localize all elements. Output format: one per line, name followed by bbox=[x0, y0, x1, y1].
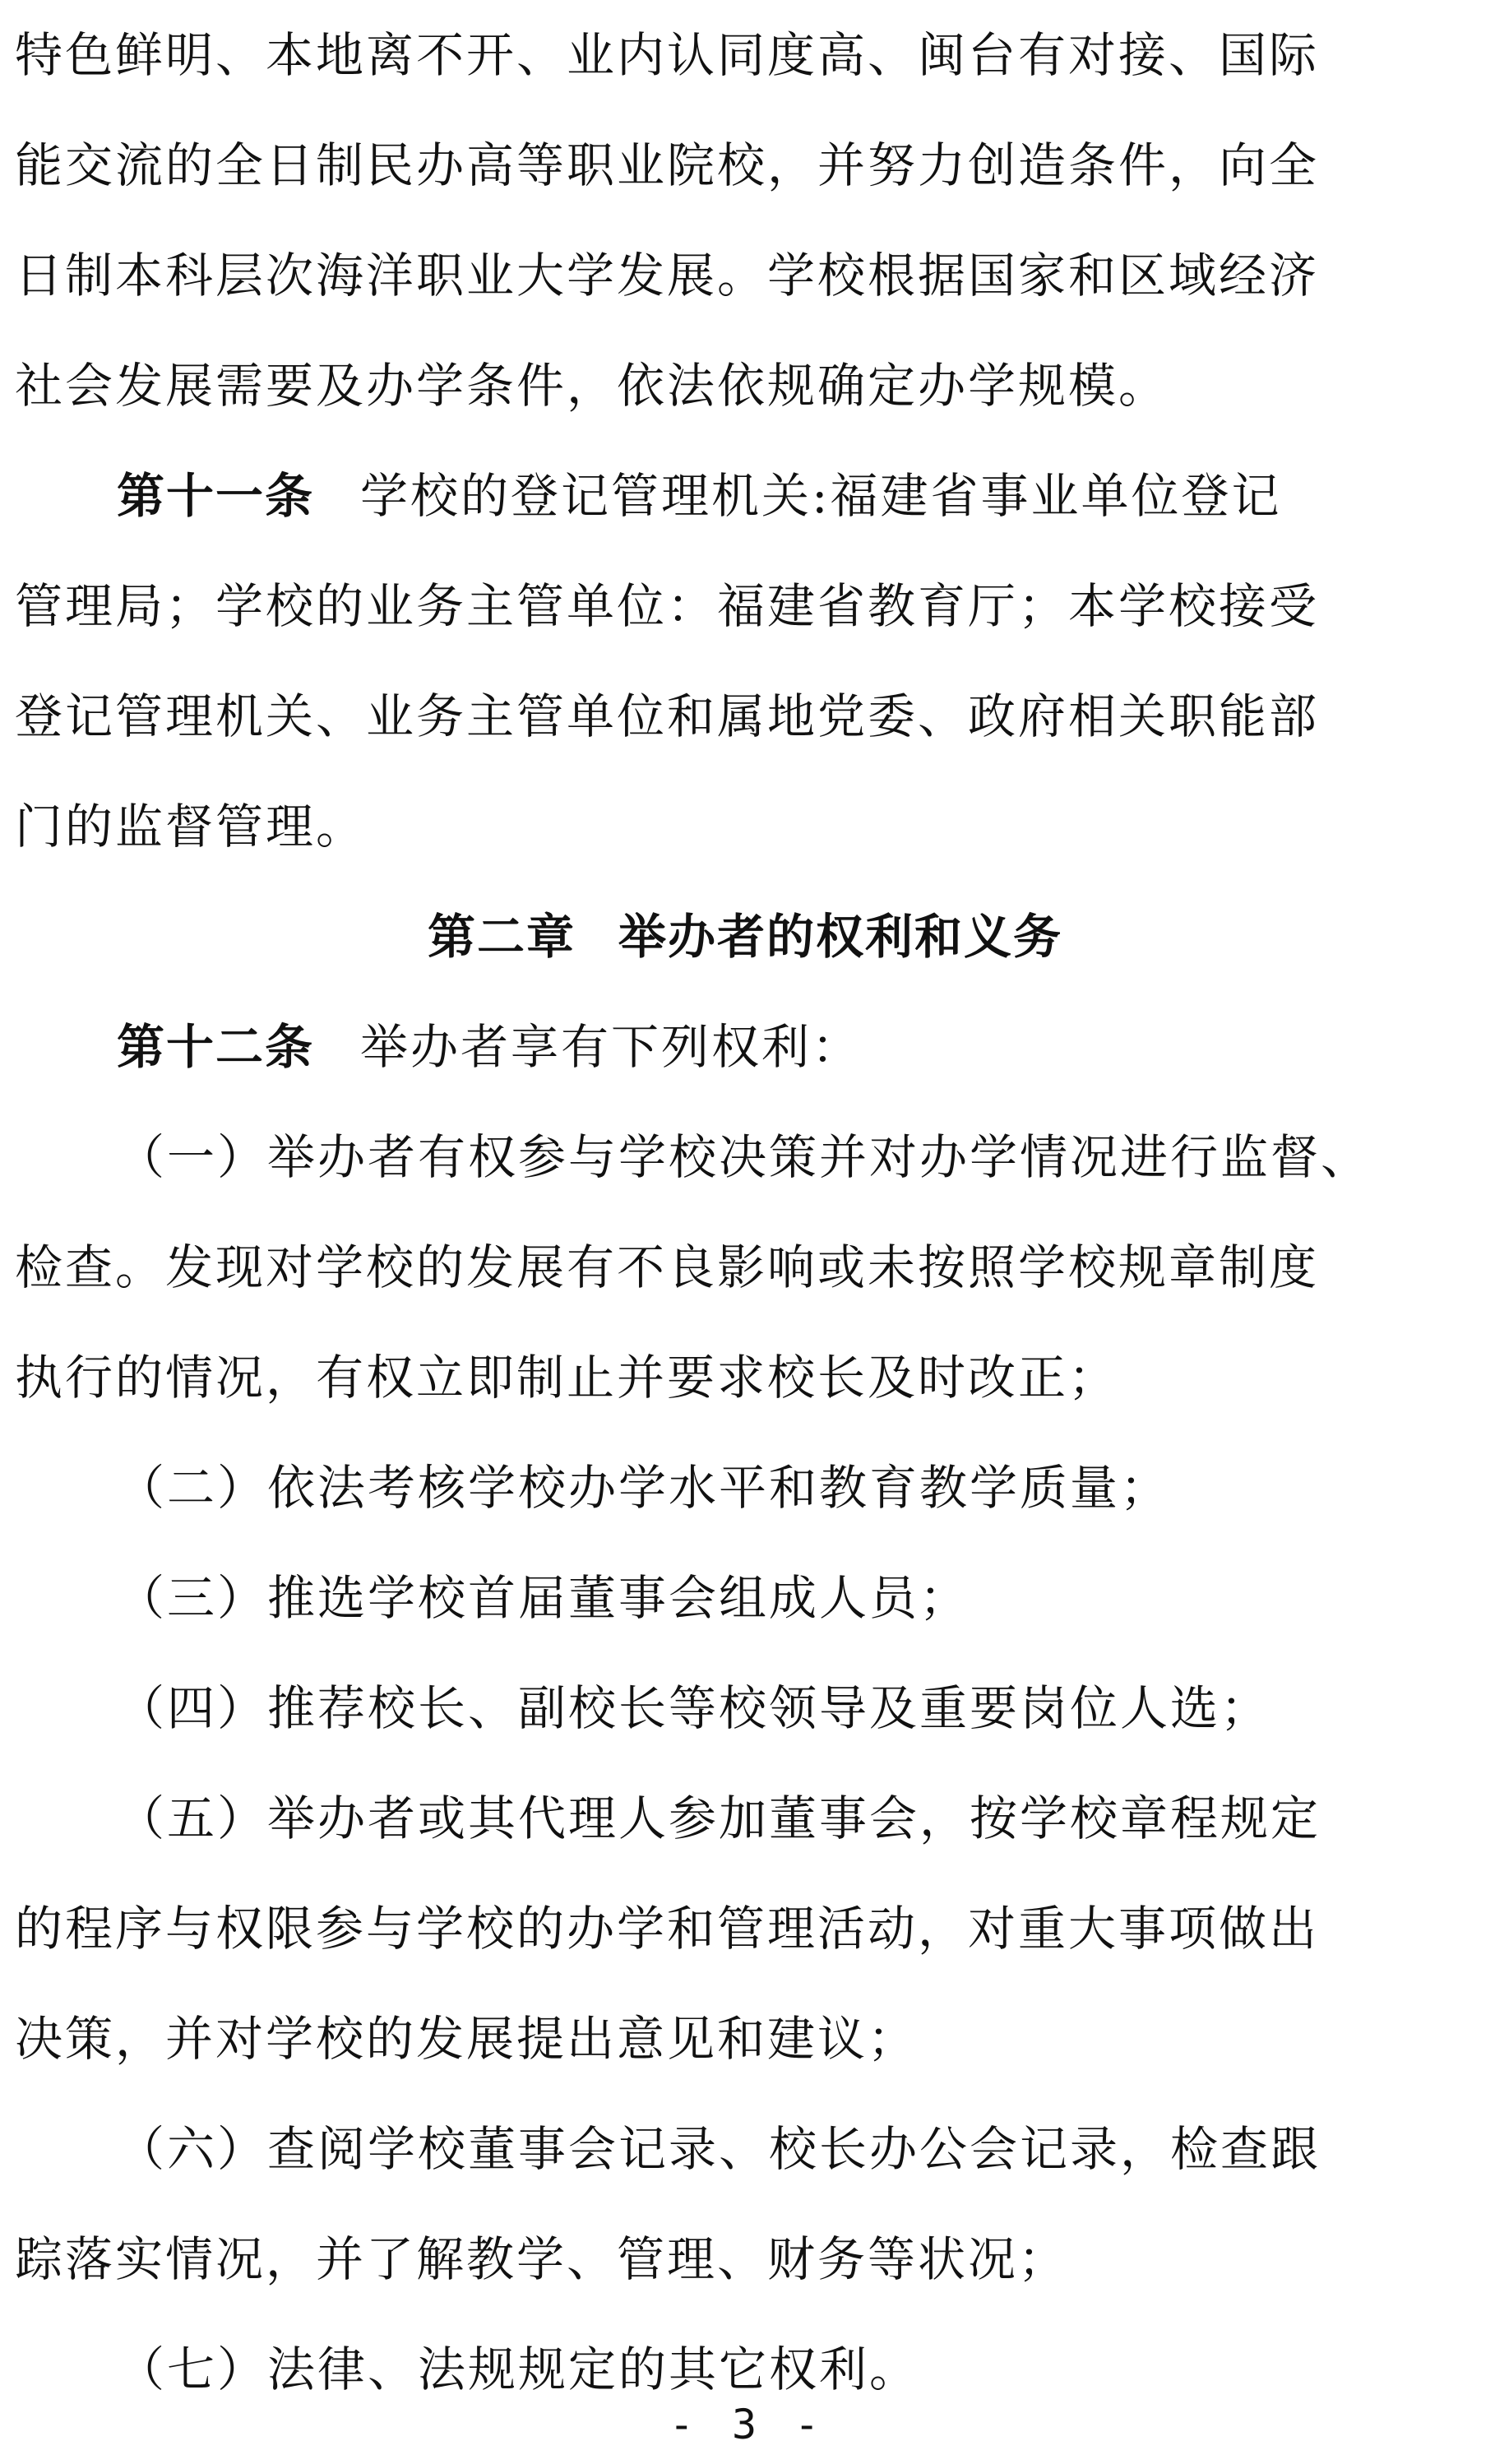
list-item-first-line: （六）查阅学校董事会记录、校长办公会记录，检查跟 bbox=[117, 2121, 1321, 2177]
text-line: 社会发展需要及办学条件，依法依规确定办学规模。 bbox=[15, 358, 1169, 414]
chapter-title: 举办者的权利和义务 bbox=[618, 909, 1063, 965]
list-item-first-line: （七）法律、法规规定的其它权利。 bbox=[117, 2341, 920, 2397]
list-item-first-line: （五）举办者或其代理人参加董事会，按学校章程规定 bbox=[117, 1790, 1321, 1846]
text-line: 踪落实情况，并了解教学、管理、财务等状况； bbox=[15, 2231, 1069, 2287]
list-item-first-line: （四）推荐校长、副校长等校领导及重要岗位人选； bbox=[117, 1680, 1271, 1736]
article-12-text: 举办者享有下列权利： bbox=[360, 1019, 863, 1075]
article-11-label: 第十一条 bbox=[117, 468, 315, 524]
text-line: 的程序与权限参与学校的办学和管理活动，对重大事项做出 bbox=[15, 1901, 1320, 1957]
text-line: 管理局；学校的业务主管单位：福建省教育厅；本学校接受 bbox=[15, 578, 1320, 634]
text-line: 检查。发现对学校的发展有不良影响或未按照学校规章制度 bbox=[15, 1239, 1320, 1295]
document-body bbox=[15, 0, 1475, 2425]
article-11-heading-line bbox=[15, 441, 1475, 551]
article-11-text: 学校的登记管理机关:福建省事业单位登记 bbox=[360, 468, 1282, 524]
text-line: 特色鲜明、本地离不开、业内认同度高、闽台有对接、国际 bbox=[15, 27, 1320, 83]
article-12-label: 第十二条 bbox=[117, 1019, 315, 1075]
chapter-heading bbox=[15, 882, 1475, 992]
list-item-first-line: （二）依法考核学校办学水平和教育教学质量； bbox=[117, 1460, 1171, 1516]
text-line: 决策，并对学校的发展提出意见和建议； bbox=[15, 2011, 919, 2067]
text-line: 能交流的全日制民办高等职业院校，并努力创造条件，向全 bbox=[15, 137, 1320, 193]
text-line: 登记管理机关、业务主管单位和属地党委、政府相关职能部 bbox=[15, 688, 1320, 744]
list-item-first-line: （一）举办者有权参与学校决策并对办学情况进行监督、 bbox=[117, 1129, 1372, 1185]
text-line: 门的监督管理。 bbox=[15, 799, 367, 855]
page-number: - 3 - bbox=[669, 2401, 826, 2448]
article-12-heading-line bbox=[15, 992, 1475, 1102]
chapter-number: 第二章 bbox=[427, 909, 576, 965]
text-line: 执行的情况，有权立即制止并要求校长及时改正； bbox=[15, 1350, 1119, 1406]
text-line: 日制本科层次海洋职业大学发展。学校根据国家和区域经济 bbox=[15, 248, 1320, 303]
list-item-first-line: （三）推选学校首届董事会组成人员； bbox=[117, 1570, 970, 1626]
